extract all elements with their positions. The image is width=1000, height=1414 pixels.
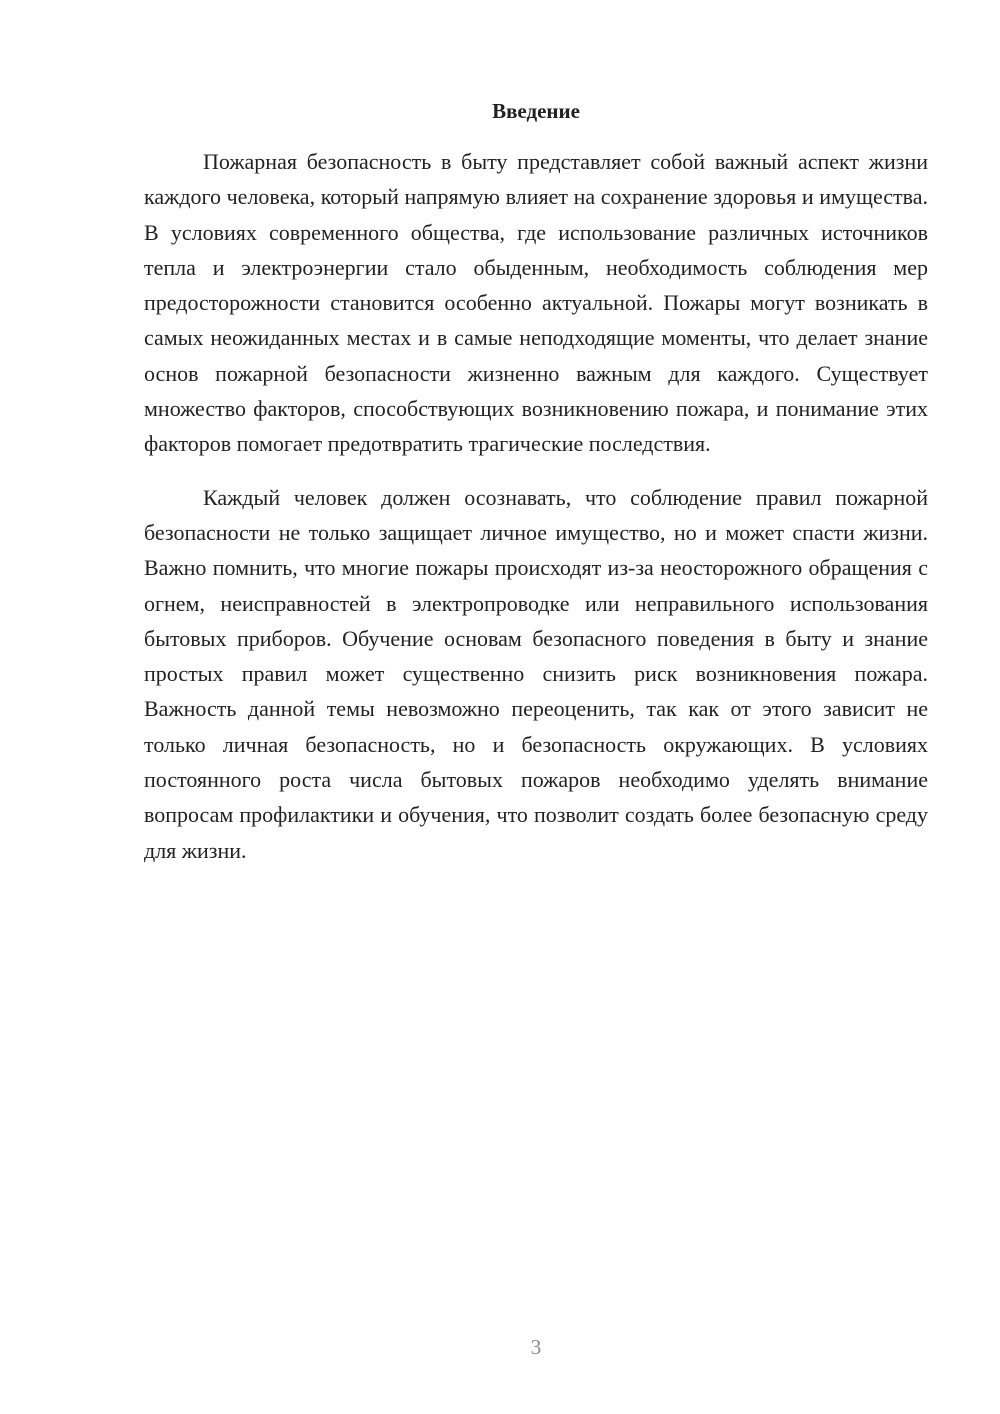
page-body [144, 96, 928, 868]
paragraph-2: Каждый человек должен осознавать, что соблюдение правил пожарной безопасности не только защищает личное имущество, но и может спасти жизни. Важно помнить, что многие пожары происходят из-за неосторожного обращения с огнем, неисправностей в электропроводке или неправильного использования бытовых приборов. Обучение основам безопасного поведения в быту и знание простых правил может существенно снизить риск возникновения пожара. Важность данной темы невозможно переоценить, так как от этого зависит не только личная безопасность, но и безопасность окружающих. В условиях постоянного роста числа бытовых пожаров необходимо уделять внимание вопросам профилактики и обучения, что позволит создать более безопасную среду для жизни. [144, 484, 928, 863]
paragraph-1: Пожарная безопасность в быту представляет собой важный аспект жизни каждого человека, который напрямую влияет на сохранение здоровья и имущества. В условиях современного общества, где использование различных источников тепла и электроэнергии стало обыденным, необходимость соблюдения мер предосторожности становится особенно актуальной. Пожары могут возникать в самых неожиданных местах и в самые неподходящие моменты, что делает знание основ пожарной безопасности жизненно важным для каждого. Существует множество факторов, способствующих возникновению пожара, и понимание этих факторов помогает предотвратить трагические последствия. [144, 149, 928, 457]
section-heading: Введение [492, 99, 580, 123]
page-number: 3 [530, 1335, 542, 1359]
